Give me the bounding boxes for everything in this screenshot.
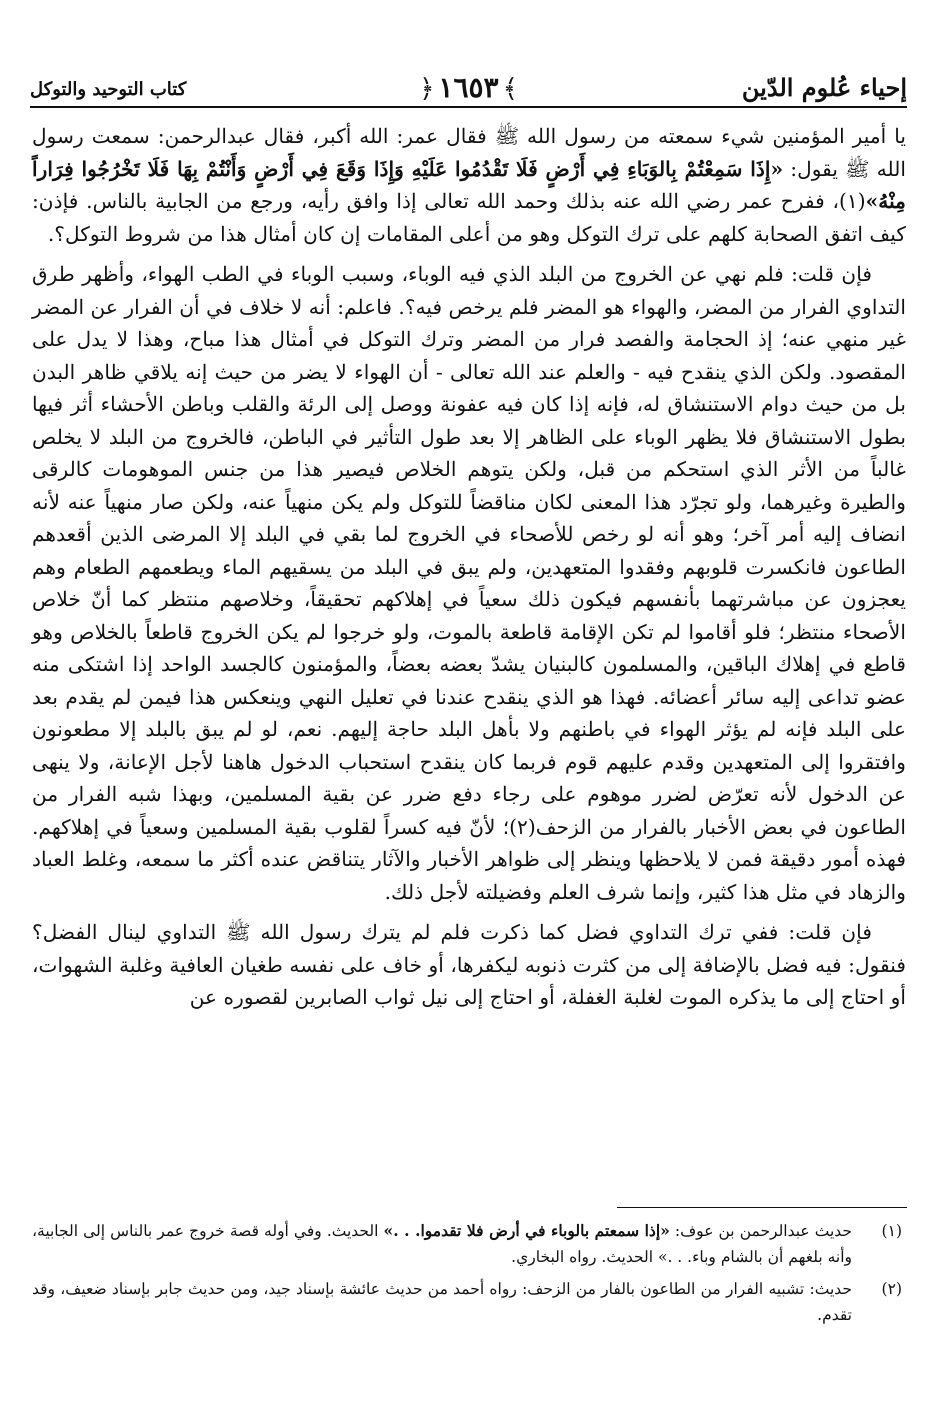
- footnote-quote: «إذا سمعتم بالوباء في أرض فلا تقدموا. . .»: [383, 1221, 670, 1240]
- page-number: ١٦٥٣: [438, 71, 499, 104]
- page-number-block: [415, 71, 522, 104]
- footnote-2: [32, 1276, 906, 1328]
- chapter-title: كتاب التوحيد والتوكل: [30, 79, 187, 100]
- footnote-number: (٢): [881, 1280, 902, 1298]
- footnotes: [32, 1218, 906, 1334]
- paragraph-1-start: يا أمير المؤمنين شيء سمعته من رسول الله ﷺ فقال عمر: الله أكبر، فقال عبدالرحمن: سمعت رسول الله ﷺ يقول:: [32, 124, 906, 181]
- header-divider: [30, 106, 907, 108]
- hadith-quote: «إِذَا سَمِعْتُمْ بِالوَبَاءِ فِي أَرْضٍ فَلَا تَقْدُمُوا عَلَيْهِ وَإِذَا وَقَعَ فِي أَرْضٍ وَأَنْتُمْ بِهَا فَلَا تَخْرُجُوا فِرَاراً مِنْهُ»: [32, 156, 906, 213]
- paragraph-1-end: (١)، ففرح عمر رضي الله عنه بذلك وحمد الله تعالى إذا وافق رأيه، ورجع من الجابية بالناس. فإذن: كيف اتفق الصحابة كلهم على ترك التوكل وهو من أعلى المقامات إن كان أمثال هذا من شروط التوكل؟.: [32, 189, 906, 246]
- paragraph-1: [32, 120, 906, 250]
- ornament-left-icon: ﴾: [502, 74, 518, 104]
- footnote-text-end: الحديث. وفي أوله قصة خروج عمر بالناس إلى الجابية، وأنه بلغهم أن بالشام وباء. . .» الحديث. رواه البخاري.: [32, 1222, 852, 1266]
- paragraph-2: فإن قلت: فلم نهي عن الخروج من البلد الذي فيه الوباء، وسبب الوباء في الطب الهواء، وأظهر طرق التداوي الفرار من المضر، والهواء هو المضر فلم يرخص فيه؟. فاعلم: أنه لا خلاف في أن الفرار عن المضر غير منهي عنه؛ إذ الحجامة والفصد فرار من المضر وترك التوكل في أمثال هذا مباح، وهذا لا يدل على المقصود. ولكن الذي ينقدح فيه - والعلم عند الله تعالى - أن الهواء لا يضر من حيث إنه يلاقي ظاهر البدن بل من حيث دوام الاستنشاق له، فإنه إذا كان فيه عفونة ووصل إلى الرئة والقلب وباطن الأحشاء أثر فيها بطول الاستنشاق فلا يظهر الوباء على الظاهر إلا بعد طول التأثير في الباطن، فالخروج من البلد لا يخلص غالباً من الأثر الذي استحكم من قبل، ولكن يتوهم الخلاص فيصير هذا من جنس الموهومات كالرقى والطيرة وغيرهما، ولو تجرّد هذا المعنى لكان مناقضاً للتوكل ولم يكن منهياً عنه، ولكن صار منهياً عنه لأنه انضاف إليه أمر آخر؛ وهو أنه لو رخص للأصحاء في الخروج لما بقي في البلد إلا المرضى الذين أقعدهم الطاعون فانكسرت قلوبهم وفقدوا المتعهدين، ولم يبق في البلد من يسقيهم الماء ويطعمهم الطعام وهم يعجزون عن مباشرتهما بأنفسهم فيكون ذلك سعياً في إهلاكهم تحقيقاً، وخلاصهم منتظر كما أنّ خلاص الأصحاء منتظر؛ فلو أقاموا لم تكن الإقامة قاطعة بالموت، ولو خرجوا لم يكن الخروج قاطعاً بالخلاص وهو قاطع في إهلاك الباقين، والمسلمون كالبنيان يشدّ بعضه بعضاً، والمؤمنون كالجسد الواحد إذا اشتكى منه عضو تداعى إليه سائر أعضائه. فهذا هو الذي ينقدح عندنا في تعليل النهي وينعكس هذا فيمن لم يقدم بعد على البلد فإنه لم يؤثر الهواء في باطنهم ولا بأهل البلد حاجة إليهم. نعم، لو لم يبق بالبلد إلا مطعونون وافتقروا إلى المتعهدين وقدم عليهم قوم فربما كان ينقدح استحباب الدخول هاهنا لأجل الإعانة، ولا ينهى عن الدخول لأنه تعرّض لضرر موهوم على رجاء دفع ضرر عن بقية المسلمين، وبهذا شبه الفرار من الطاعون في بعض الأخبار بالفرار من الزحف(٢)؛ لأنّ فيه كسراً لقلوب بقية المسلمين وسعياً في إهلاكهم. فهذه أمور دقيقة فمن لا يلاحظها وينظر إلى ظواهر الأخبار والآثار يتناقض عنده أكثر ما سمعه، وغلط العباد والزهاد في مثل هذا كثير، وإنما شرف العلم وفضيلته لأجل ذلك.: [32, 262, 906, 904]
- footnote-text: حديث عبدالرحمن بن عوف:: [669, 1222, 852, 1240]
- footnote-1: [32, 1218, 906, 1270]
- ornament-right-icon: ﴿: [419, 74, 435, 104]
- footnote-text: حديث: تشبيه الفرار من الطاعون بالفار من الزحف: رواه أحمد من حديث عائشة بإسناد جيد، ومن حديث جابر بإسناد ضعيف، وقد تقدم.: [32, 1280, 852, 1324]
- footnote-number: (١): [881, 1222, 902, 1240]
- page-header: [30, 62, 907, 108]
- paragraph-3: فإن قلت: ففي ترك التداوي فضل كما ذكرت فلم لم يترك رسول الله ﷺ التداوي لينال الفضل؟ فنقول: فيه فضل بالإضافة إلى من كثرت ذنوبه ليكفرها، أو خاف على نفسه طغيان العافية وغلبة الشهوات، أو احتاج إلى ما يذكره الموت لغلبة الغفلة، أو احتاج إلى نيل ثواب الصابرين لقصوره عن: [32, 920, 906, 1009]
- main-text: [32, 120, 906, 1014]
- book-title: إحياء عُلوم الدّين: [741, 73, 907, 102]
- footnote-divider: [617, 1207, 907, 1208]
